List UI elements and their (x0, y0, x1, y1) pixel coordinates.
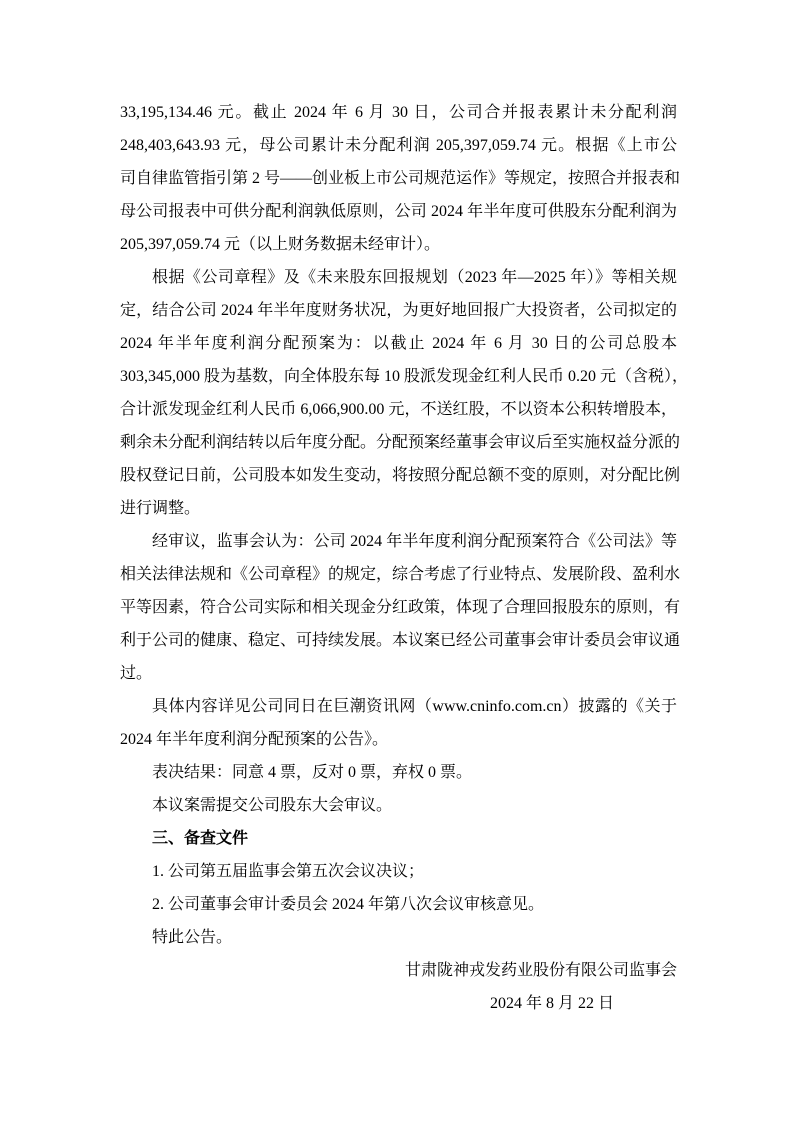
profit-distribution-plan-paragraph (120, 261, 689, 525)
text-line: 具体内容详见公司同日在巨潮资讯网（www.cninfo.com.cn）披露的《关于 (152, 698, 677, 715)
text-line: 2024 年半年度利润分配预案的公告》。 (120, 731, 389, 748)
document-body (120, 96, 689, 1020)
text-line: 相关法律法规和《公司章程》的规定，综合考虑了行业特点、发展阶段、盈利水 (120, 566, 681, 583)
text-line: 33,195,134.46 元。截止 2024 年 6 月 30 日，公司合并报表累计未分配利润 (120, 104, 677, 121)
closing-paragraph (120, 921, 677, 954)
text-line: 司自律监管指引第 2 号——创业板上市公司规范运作》等规定，按照合并报表和 (120, 170, 681, 187)
text-line: 利于公司的健康、稳定、可持续发展。本议案已经公司董事会审计委员会审议通 (120, 632, 681, 649)
text-line: 205,397,059.74 元（以上财务数据未经审计）。 (120, 236, 441, 253)
text-line: 合计派发现金红利人民币 6,066,900.00 元，不送红股，不以资本公积转增股本， (120, 401, 677, 418)
reference-document-1 (120, 855, 677, 888)
text-line: 根据《公司章程》及《未来股东回报规划（2023 年—2025 年）》等相关规 (152, 269, 677, 286)
disclosure-reference-paragraph (120, 690, 677, 756)
date-line: 2024 年 8 月 22 日 (489, 995, 614, 1012)
text-line: 母公司报表中可供分配利润孰低原则，公司 2024 年半年度可供股东分配利润为 (120, 203, 677, 220)
voting-result-paragraph (120, 756, 677, 789)
text-line: 平等因素，符合公司实际和相关现金分红政策，体现了合理回报股东的原则，有 (120, 599, 681, 616)
section-heading (120, 822, 677, 855)
signature-block (120, 954, 677, 1020)
signature-line: 甘肃陇神戎发药业股份有限公司监事会 (404, 962, 677, 979)
text-line: 本议案需提交公司股东大会审议。 (152, 797, 393, 814)
text-line: 剩余未分配利润结转以后年度分配。分配预案经董事会审议后至实施权益分派的 (120, 434, 681, 451)
text-line: 进行调整。 (120, 500, 201, 517)
text-line: 表决结果：同意 4 票，反对 0 票，弃权 0 票。 (152, 764, 473, 781)
text-line: 特此公告。 (152, 929, 233, 946)
submission-paragraph (120, 789, 677, 822)
text-line: 股权登记日前，公司股本如发生变动，将按照分配总额不变的原则，对分配比例 (120, 467, 681, 484)
text-line: 1. 公司第五届监事会第五次会议决议； (152, 863, 425, 880)
text-line: 2024 年半年度利润分配预案为：以截止 2024 年 6 月 30 日的公司总股本 (120, 335, 677, 352)
reference-document-2 (120, 888, 677, 921)
carryover-paragraph (120, 96, 681, 261)
text-line: 2. 公司董事会审计委员会 2024 年第八次会议审核意见。 (152, 896, 545, 913)
section-heading-text: 三、备查文件 (152, 830, 249, 847)
text-line: 定，结合公司 2024 年半年度财务状况，为更好地回报广大投资者，公司拟定的 (120, 302, 677, 319)
supervisory-board-opinion-paragraph (120, 525, 681, 690)
text-line: 248,403,643.93 元，母公司累计未分配利润 205,397,059.74 元。根据《上市公 (120, 137, 677, 154)
text-line: 经审议，监事会认为：公司 2024 年半年度利润分配预案符合《公司法》等 (152, 533, 677, 550)
text-line: 过。 (120, 665, 153, 682)
text-line: 303,345,000 股为基数，向全体股东每 10 股派发现金红利人民币 0.20 元（含税）， (120, 368, 689, 385)
